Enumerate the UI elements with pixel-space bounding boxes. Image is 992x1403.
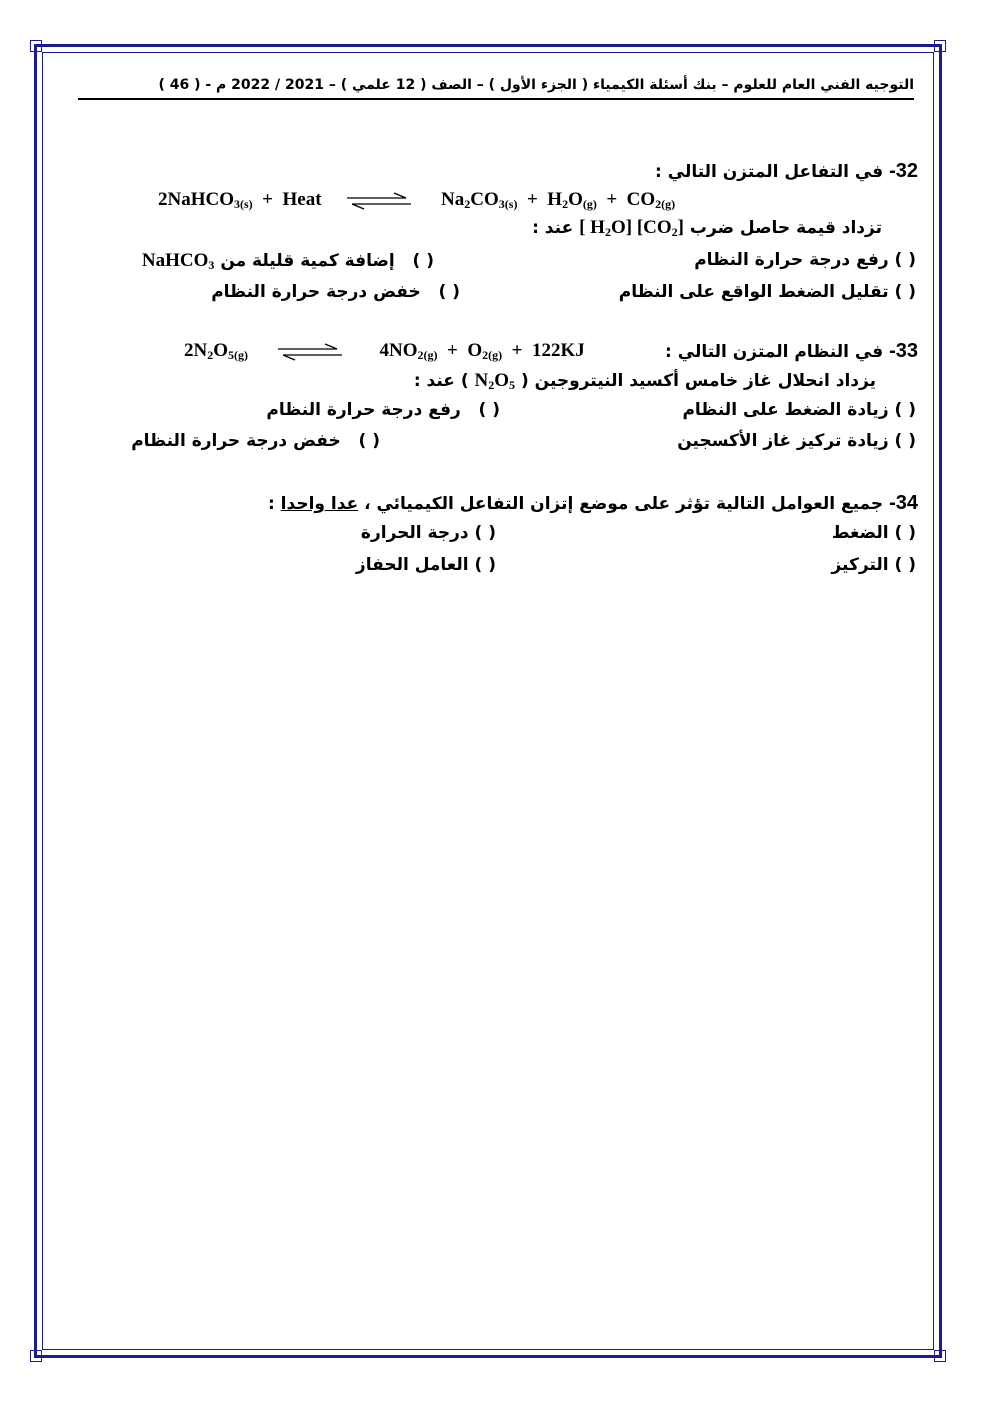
q32-option-a-text: رفع درجة حرارة النظام — [694, 250, 889, 270]
q34-option-b-text: درجة الحرارة — [360, 523, 469, 543]
border-corner — [934, 1350, 946, 1362]
q32-option-a — [694, 250, 916, 270]
q32-stem-prefix: تزداد قيمة حاصل ضرب — [689, 218, 882, 238]
q32-option-b-formula: NaHCO$_3$ — [141, 250, 215, 272]
q34-option-a — [832, 523, 916, 543]
choice-marker: ( ) — [894, 250, 916, 270]
choice-marker: ( ) — [474, 555, 496, 575]
q34-title-line — [268, 492, 918, 515]
q34-option-d-text: العامل الحفاز — [355, 555, 469, 575]
plus-sign: + — [262, 189, 273, 210]
q32-stem-formula: ‪[ $H_2O$] $[CO_2]‬$ — [579, 217, 684, 239]
border-corner — [30, 1350, 42, 1362]
q34-number: 34- — [889, 492, 918, 514]
heat-term: Heat — [282, 189, 322, 210]
equilibrium-arrow-icon — [275, 343, 345, 361]
choice-marker: ( ) — [478, 400, 500, 420]
q32-title-line — [655, 160, 918, 183]
q34-title-underlined: عدا واحدا — [280, 494, 359, 514]
q32-stem-suffix: عند : — [532, 218, 574, 238]
choice-marker: ( ) — [894, 431, 916, 451]
choice-marker: ( ) — [474, 523, 496, 543]
page-border-inner — [42, 52, 934, 1350]
q34-option-d — [356, 555, 496, 575]
equilibrium-arrow-icon — [344, 192, 414, 210]
q32-option-d-text: خفض درجة حرارة النظام — [211, 282, 421, 302]
q33-stem-suffix: ) عند : — [413, 371, 469, 391]
q34-option-b — [361, 523, 496, 543]
choice-marker: ( ) — [438, 282, 460, 302]
choice-marker: ( ) — [894, 400, 916, 420]
q32-title: في التفاعل المتزن التالي : — [655, 162, 884, 182]
q32-equation: 2NaHCO$_{3(s)}$ + Heat $Na_2CO_{3(s)} + H_2O_{(g)} + CO_{2(g)}$ — [158, 189, 676, 211]
q32-stem — [532, 217, 882, 240]
q32-option-b-text: إضافة كمية قليلة من — [220, 251, 395, 271]
border-corner — [30, 40, 42, 52]
q33-option-a-text: زيادة الضغط على النظام — [682, 400, 889, 420]
q33-stem — [414, 370, 876, 393]
q32-option-c-text: تقليل الضغط الواقع على النظام — [618, 282, 889, 302]
q34-option-a-text: الضغط — [831, 523, 889, 543]
q33-title: في النظام المتزن التالي : — [665, 342, 884, 362]
q34-title-prefix: جميع العوامل التالية تؤثر على موضع إتزان التفاعل الكيميائي ، — [364, 494, 884, 514]
q33-option-d — [131, 431, 380, 451]
q33-option-a — [682, 400, 916, 420]
q33-option-b — [266, 400, 500, 420]
choice-marker: ( ) — [894, 555, 916, 575]
q34-option-c-text: التركيز — [831, 555, 889, 575]
q33-number: 33- — [889, 340, 918, 362]
q33-option-d-text: خفض درجة حرارة النظام — [131, 431, 341, 451]
border-corner — [934, 40, 946, 52]
q33-option-c — [677, 431, 916, 451]
q34-option-c — [831, 555, 916, 575]
q33-option-b-text: رفع درجة حرارة النظام — [266, 400, 461, 420]
q33-equation: $2N_2O_{5(g)}$ $4NO_{2(g)} + O_{2(g)} + 122KJ$ — [184, 340, 585, 362]
choice-marker: ( ) — [894, 523, 916, 543]
q33-stem-formula: $‪N_2O_5$ — [474, 370, 516, 392]
q34-title-suffix: : — [267, 494, 275, 514]
q32-option-c — [619, 282, 916, 302]
q33-energy: 122KJ — [531, 340, 585, 361]
q33-option-c-text: زيادة تركيز غاز الأكسجين — [677, 431, 889, 451]
q33-title-line — [665, 340, 918, 363]
q32-option-b — [142, 250, 434, 273]
choice-marker: ( ) — [358, 431, 380, 451]
q32-option-d — [211, 282, 460, 302]
page-header: التوجيه الفني العام للعلوم – بنك أسئلة الكيمياء ( الجزء الأول ) – الصف ( 12 علمي ) – 2021 / 2022 م - ( 46 ) — [78, 74, 914, 100]
q33-stem-prefix: يزداد انحلال غاز خامس أكسيد النيتروجين ( — [520, 371, 876, 391]
choice-marker: ( ) — [894, 282, 916, 302]
choice-marker: ( ) — [412, 251, 434, 271]
q32-number: 32- — [889, 160, 918, 182]
